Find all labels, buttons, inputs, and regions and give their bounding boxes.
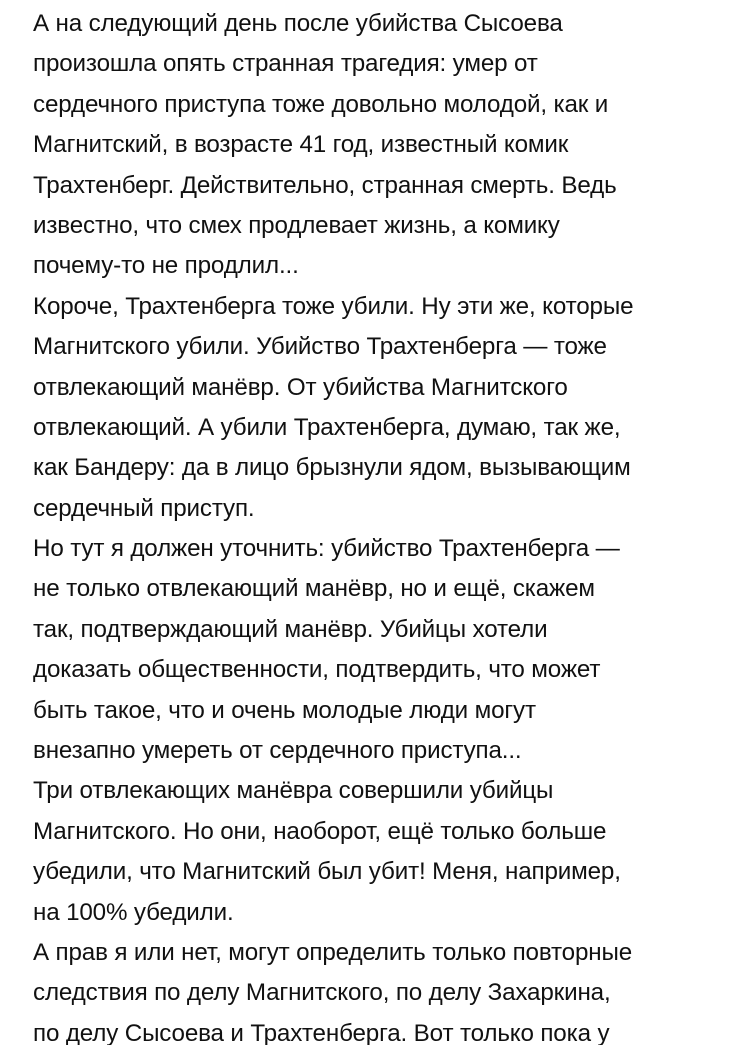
text-line: Трахтенберг. Действительно, странная смерть. Ведь (33, 171, 617, 199)
text-line: А прав я или нет, могут определить только повторные (33, 938, 633, 966)
text-line: следствия по делу Магнитского, по делу Захаркина, (33, 979, 611, 1007)
text-line: Короче, Трахтенберга тоже убили. Ну эти же, которые (33, 292, 634, 320)
text-line: Магнитского. Но они, наоборот, ещё только больше (33, 817, 607, 845)
text-line: так, подтверждающий манёвр. Убийцы хотели (33, 615, 548, 643)
text-line: отвлекающий. А убили Трахтенберга, думаю, так же, (33, 413, 621, 441)
text-line: на 100% убедили. (33, 898, 234, 926)
text-line: отвлекающий манёвр. От убийства Магнитского (33, 373, 568, 401)
text-line: известно, что смех продлевает жизнь, а комику (33, 211, 560, 239)
text-line: по делу Сысоева и Трахтенберга. Вот только пока у (33, 1019, 610, 1045)
text-line: Три отвлекающих манёвра совершили убийцы (33, 777, 554, 805)
text-line: А на следующий день после убийства Сысоева (33, 10, 563, 37)
text-line: Магнитский, в возрасте 41 год, известный комик (33, 131, 569, 159)
text-line: произошла опять странная трагедия: умер от (33, 50, 538, 78)
text-line: доказать общественности, подтвердить, что может (33, 656, 601, 684)
text-line: быть такое, что и очень молодые люди могут (33, 696, 536, 724)
text-line: сердечного приступа тоже довольно молодой, как и (33, 90, 609, 118)
text-line: не только отвлекающий манёвр, но и ещё, скажем (33, 575, 595, 603)
text-line: сердечный приступ. (33, 494, 255, 522)
article-text (33, 4, 733, 1045)
text-line: внезапно умереть от сердечного приступа... (33, 737, 522, 765)
text-line: почему-то не продлил... (33, 252, 299, 280)
text-line: Но тут я должен уточнить: убийство Трахтенберга — (33, 535, 620, 563)
text-line: как Бандеру: да в лицо брызнули ядом, вызывающим (33, 454, 631, 482)
text-line: убедили, что Магнитский был убит! Меня, например, (33, 858, 621, 886)
text-line: Магнитского убили. Убийство Трахтенберга — тоже (33, 333, 607, 361)
